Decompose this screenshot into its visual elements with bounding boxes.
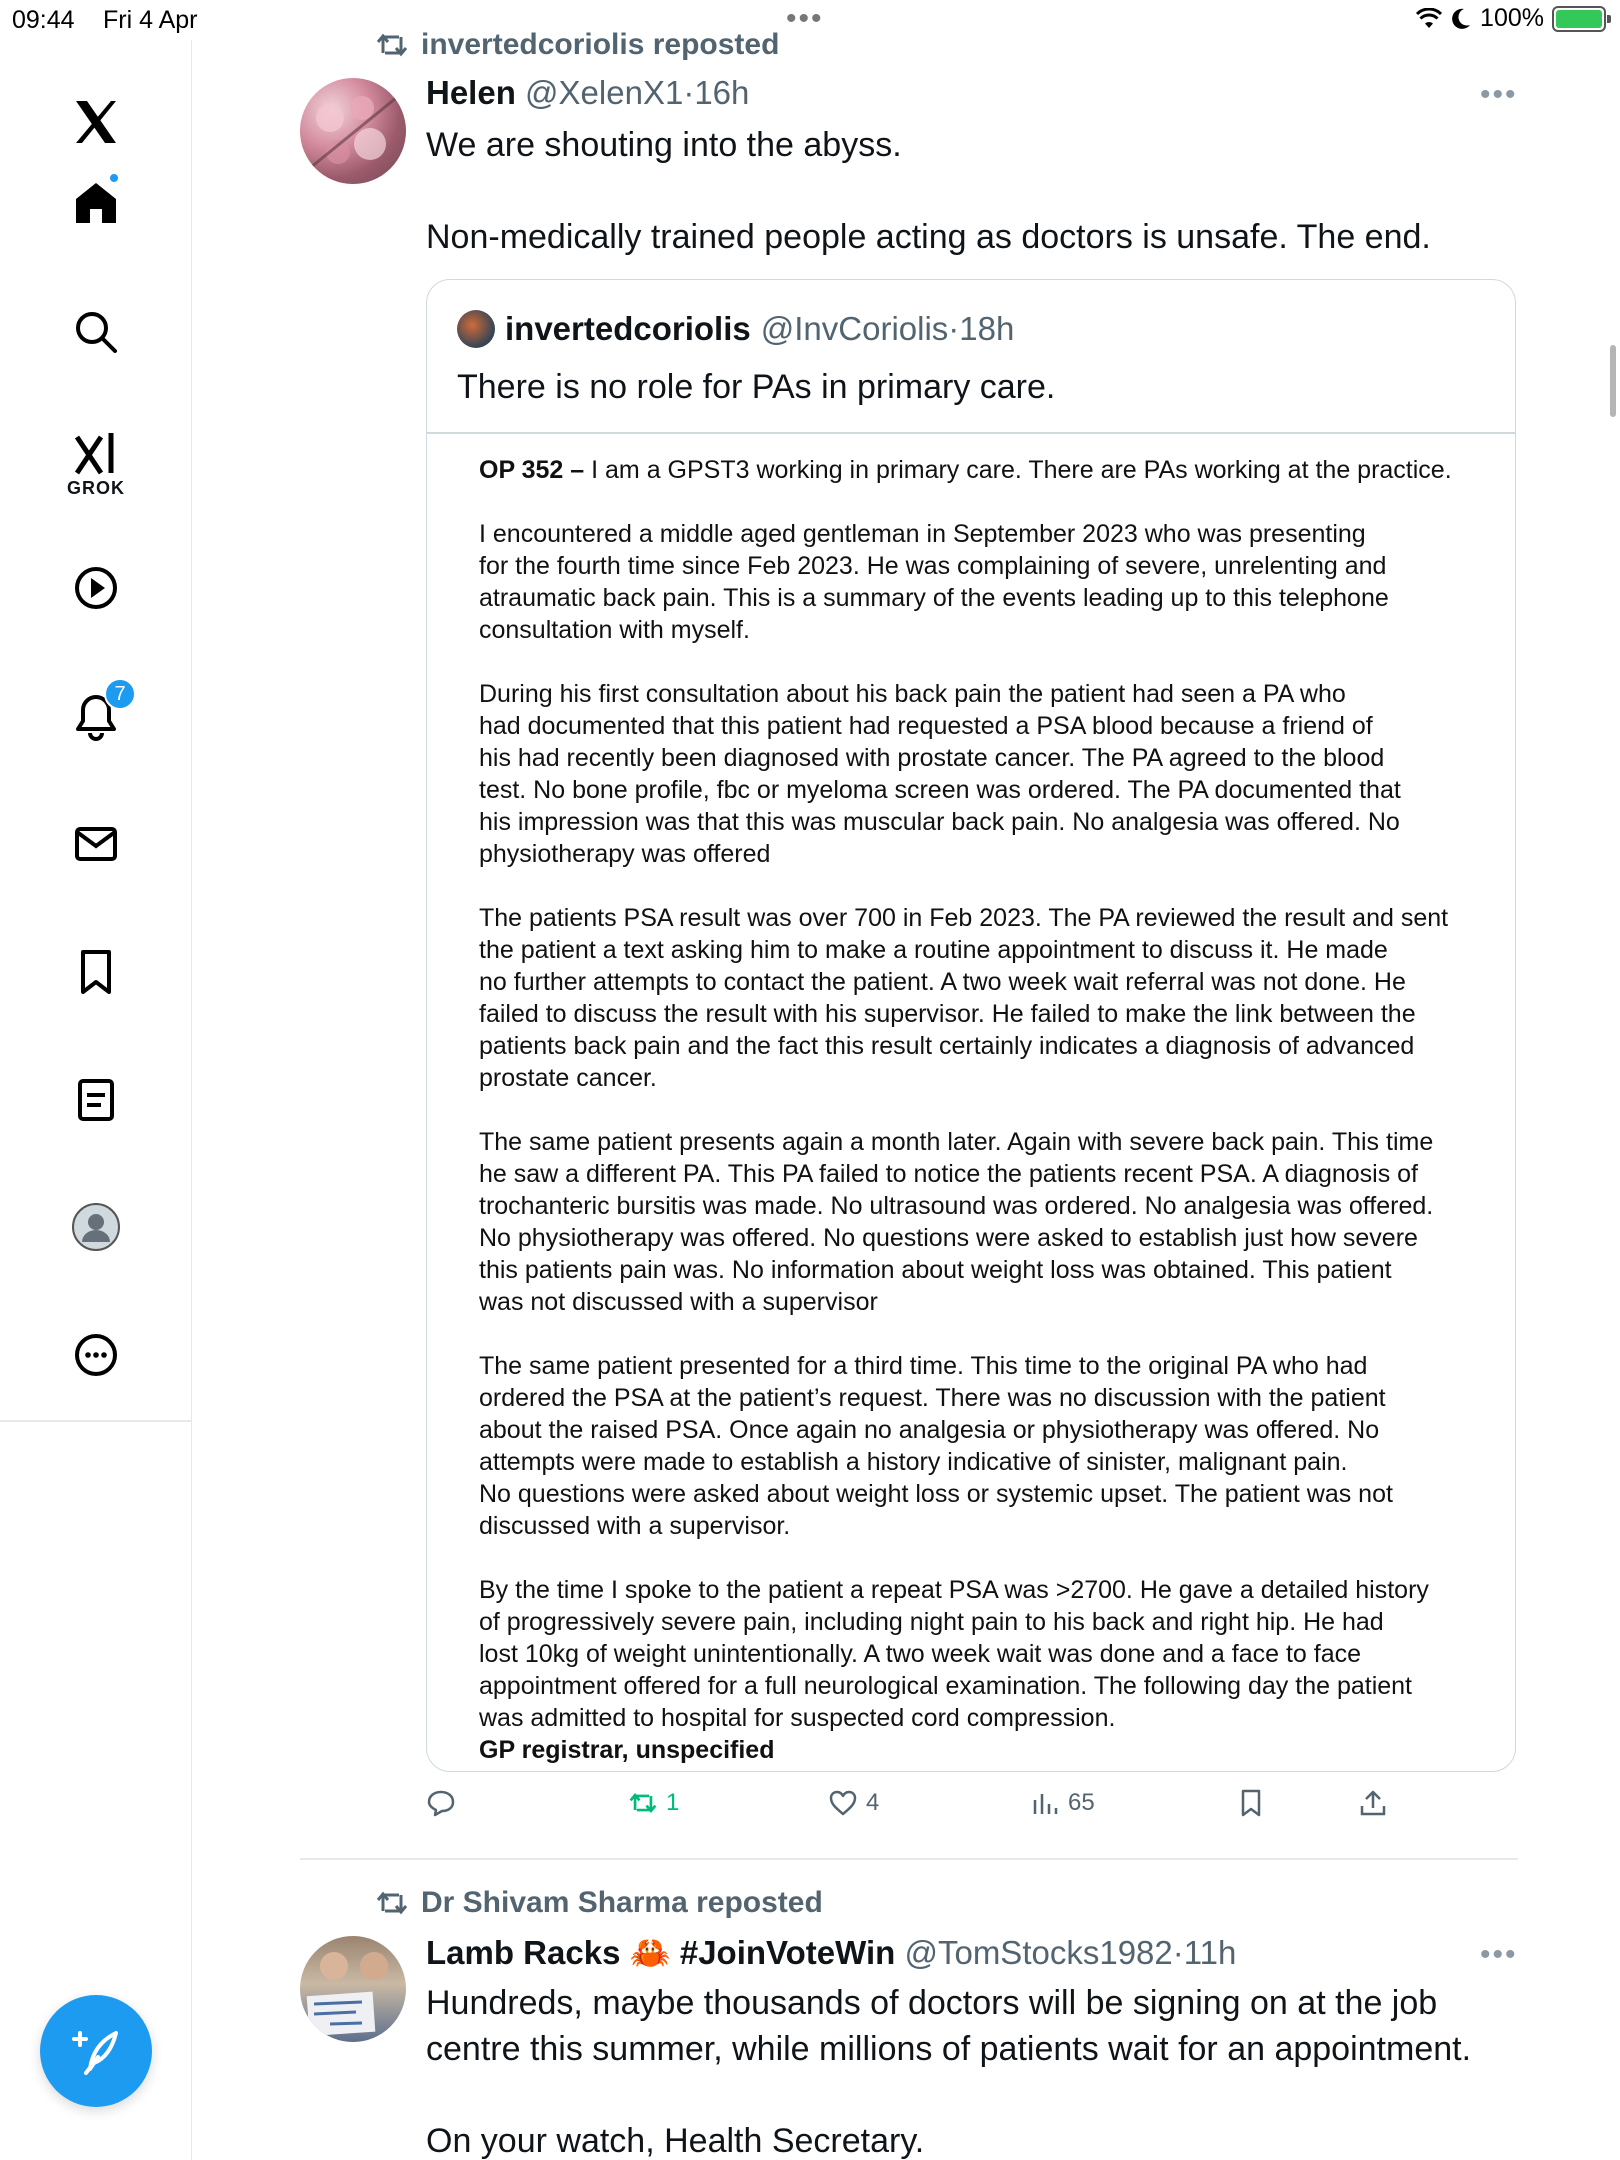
tweet-divider (300, 1858, 1518, 1860)
separator-dot: · (1172, 1934, 1184, 1971)
quoted-tweet-text: There is no role for PAs in primary care. (457, 368, 1056, 406)
separator-dot: · (683, 74, 695, 111)
x-logo-icon[interactable] (64, 90, 128, 154)
more-options-icon[interactable]: ••• (1480, 78, 1518, 111)
tweet-text-line: On your watch, Health Secretary. (426, 2122, 925, 2160)
repost-indicator (375, 1886, 823, 1920)
document-intro-text: I am a GPST3 working in primary care. There are PAs working at the practice. (584, 456, 1452, 484)
document-paragraph: By the time I spoke to the patient a repeat PSA was >2700. He gave a detailed history of progressively severe pain, including night pain to his back and right hip. He had lost 10kg of weight unintentionally. A two week wait was done and a face to face appointment offered for a full neurological examination. The following day the patient was admitted to hospital for suspected cord compression. (479, 1576, 1429, 1732)
repost-indicator (375, 28, 779, 62)
document-paragraph: The same patient presented for a third time. This time to the original PA who had ordered the PSA at the patient’s request. There was no discussion with the patient about the raised PSA. Once again no analgesia or physiotherapy was offered. No attempts were made to establish a history indicative of sinister, malignant pain. No questions were asked about weight loss or systemic upset. The patient was not discussed with a supervisor. (479, 1352, 1393, 1540)
document-intro (479, 454, 1489, 486)
document-signature: GP registrar, unspecified (479, 1736, 775, 1764)
quoted-avatar[interactable] (457, 310, 495, 348)
video-play-icon[interactable] (64, 556, 128, 620)
status-time: 09:44 (12, 6, 75, 34)
share-upload-icon (1358, 1788, 1388, 1818)
status-indicators (1416, 4, 1606, 33)
user-handle[interactable]: @TomStocks1982 (904, 1934, 1173, 1971)
repost-count: 1 (666, 1789, 680, 1816)
notifications-bell-icon[interactable] (64, 684, 128, 748)
repost-icon (375, 1889, 409, 1917)
home-badge-dot (108, 172, 120, 184)
repost-label[interactable]: Dr Shivam Sharma reposted (421, 1886, 823, 1919)
reply-button[interactable] (426, 1788, 456, 1818)
home-icon[interactable] (64, 170, 128, 234)
notifications-count-badge: 7 (104, 678, 136, 710)
heart-icon (828, 1788, 858, 1818)
timestamp[interactable]: 16h (694, 74, 750, 111)
display-name[interactable]: Lamb Racks 🦀 #JoinVoteWin (426, 1934, 896, 1971)
tweet-header (426, 1934, 1236, 1973)
view-count: 65 (1068, 1789, 1095, 1816)
separator-dot: · (948, 310, 960, 347)
views-button[interactable] (1030, 1788, 1095, 1818)
status-bar (0, 0, 1620, 40)
quoted-tweet-card[interactable] (426, 279, 1516, 1772)
battery-percent: 100% (1480, 4, 1544, 32)
quoted-timestamp[interactable]: 18h (959, 310, 1015, 347)
compose-post-button[interactable] (40, 1995, 152, 2107)
repost-icon (375, 31, 409, 59)
user-handle[interactable]: @XelenX1 (525, 74, 684, 111)
avatar[interactable] (300, 78, 406, 184)
multitasking-dots-icon[interactable]: ••• (786, 2, 824, 35)
grok-label: GROK (67, 478, 125, 498)
document-paragraph: During his first consultation about his back pain the patient had seen a PA who had documented that this patient had requested a PSA blood because a friend of his had recently been diagnosed with prostate cancer. The PA agreed to the blood test. No bone profile, fbc or myeloma screen was ordered. The PA documented that his impression was that this was muscular back pain. No analgesia was offered. No physiotherapy was offered (479, 680, 1401, 868)
messages-envelope-icon[interactable] (64, 812, 128, 876)
quoted-media-divider (427, 432, 1515, 434)
quoted-tweet-header (457, 310, 1014, 348)
scrollbar-thumb[interactable] (1610, 345, 1616, 417)
more-options-icon[interactable] (64, 1323, 128, 1387)
blossom-avatar-image (300, 78, 406, 184)
bookmarks-icon[interactable] (64, 940, 128, 1004)
tweet-text-line: We are shouting into the abyss. (426, 126, 902, 164)
document-paragraph: I encountered a middle aged gentleman in September 2023 who was presenting for the fourth time since Feb 2023. He was complaining of severe, unrelenting and atraumatic back pain. This is a summary of the events leading up to this telephone consultation with myself. (479, 520, 1389, 644)
document-op-label: OP 352 – (479, 456, 585, 484)
grok-icon[interactable] (64, 422, 128, 486)
repost-icon (628, 1788, 658, 1818)
reply-icon (426, 1788, 456, 1818)
lists-icon[interactable] (64, 1068, 128, 1132)
quoted-user-handle[interactable]: @InvCoriolis·18h (760, 310, 1015, 347)
sidebar-nav (0, 40, 192, 2160)
tweet-text-line: Hundreds, maybe thousands of doctors will be signing on at the job (426, 1984, 1438, 2022)
tweet-header (426, 74, 749, 112)
document-paragraph: The patients PSA result was over 700 in Feb 2023. The PA reviewed the result and sent the patient a text asking him to make a routine appointment to discuss it. He made no further attempts to contact the patient. A two week wait referral was not done. He failed to discuss the result with his supervisor. He failed to make the link between the patients back pain and the fact this result certainly indicates a diagnosis of advanced prostate cancer. (479, 904, 1449, 1092)
timestamp[interactable]: 11h (1183, 1934, 1237, 1971)
like-button[interactable] (828, 1788, 879, 1818)
more-options-icon[interactable]: ••• (1480, 1938, 1518, 1971)
share-button[interactable] (1358, 1788, 1388, 1818)
analytics-bars-icon (1030, 1788, 1060, 1818)
display-name[interactable]: Helen (426, 74, 516, 111)
status-date: Fri 4 Apr (103, 6, 198, 34)
avatar[interactable] (300, 1936, 406, 2042)
like-count: 4 (866, 1789, 880, 1816)
compose-feather-icon (68, 2023, 124, 2079)
document-paragraph: The same patient presents again a month later. Again with severe back pain. This time he saw a different PA. This PA failed to notice the patients recent PSA. A diagnosis of trochanteric bursitis was made. No ultrasound was ordered. No analgesia was offered. No physiotherapy was offered. No questions were asked to establish just how severe this patients pain was. No information about weight loss was obtained. This patient was not discussed with a supervisor (479, 1128, 1434, 1316)
moon-icon (1450, 7, 1472, 31)
wifi-icon (1416, 8, 1442, 30)
bookmark-button[interactable] (1236, 1788, 1266, 1818)
repost-label[interactable]: invertedcoriolis reposted (421, 28, 780, 61)
sidebar-divider (0, 1420, 192, 1422)
profile-avatar-icon[interactable] (64, 1195, 128, 1259)
quoted-display-name[interactable]: invertedcoriolis (505, 310, 751, 347)
tweet-text-line: centre this summer, while millions of patients wait for an appointment. (426, 2030, 1472, 2068)
quoted-document-image[interactable] (479, 454, 1489, 1766)
repost-button[interactable] (628, 1788, 679, 1818)
battery-icon (1552, 6, 1606, 32)
bookmark-icon (1236, 1788, 1266, 1818)
search-icon[interactable] (64, 300, 128, 364)
placard-avatar-image (300, 1936, 406, 2042)
tweet-text-line: Non-medically trained people acting as doctors is unsafe. The end. (426, 218, 1431, 256)
